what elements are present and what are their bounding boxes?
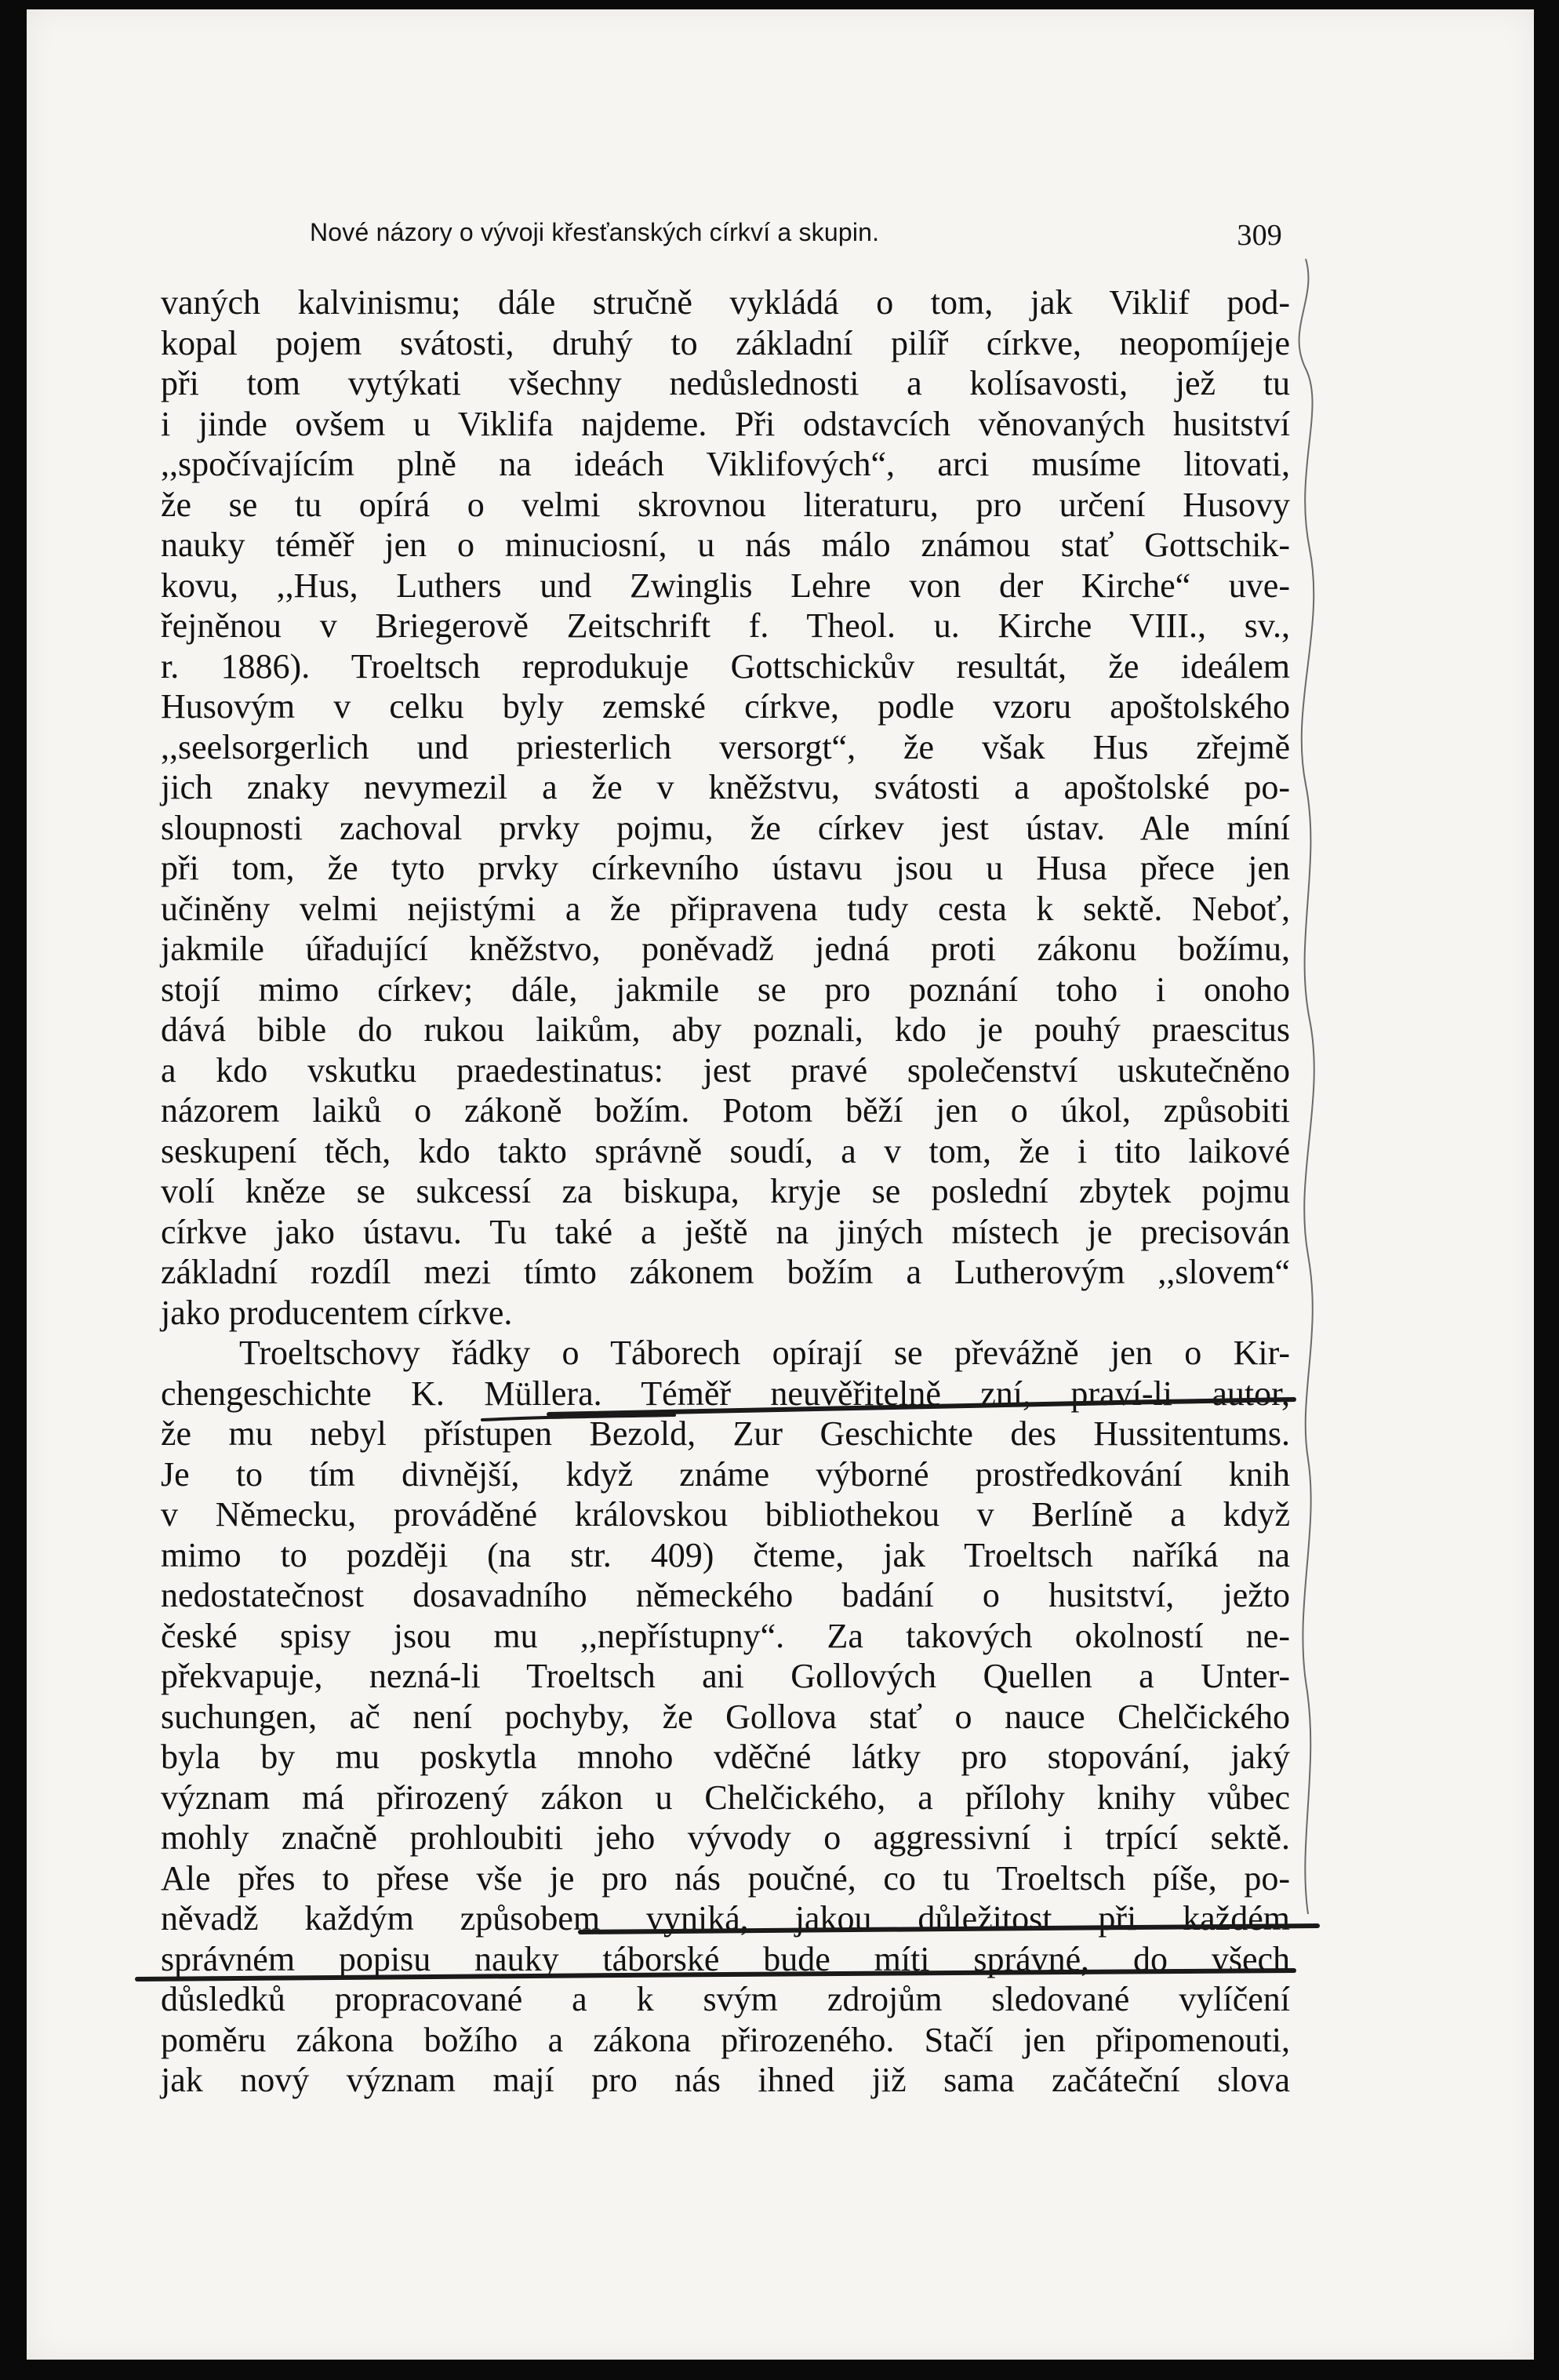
text-line: nedostatečnost dosavadního německého badání o husitství, ježto	[161, 1576, 1290, 1614]
text-line: mohly značně prohloubiti jeho vývody o aggressivní i trpící sektě.	[161, 1818, 1290, 1857]
text-line: ,,spočívajícím plně na ideách Viklifových“, arci musíme litovati,	[161, 445, 1290, 483]
text-line: učiněny velmi nejistými a že připravena tudy cesta k sektě. Neboť,	[161, 889, 1290, 928]
text-line: i jinde ovšem u Viklifa najdeme. Při odstavcích věnovaných husitství	[161, 404, 1290, 443]
text-line: důsledků propracované a k svým zdrojům sledované vylíčení	[161, 1980, 1290, 2018]
text-line: dává bible do rukou laikům, aby poznali, kdo je pouhý praescitus	[161, 1010, 1290, 1049]
text-line: české spisy jsou mu ,,nepřístupny“. Za takových okolností ne-	[161, 1616, 1290, 1655]
text-line: byla by mu poskytla mnoho vděčné látky pro stopování, jaký	[161, 1738, 1290, 1776]
text-line: sloupnosti zachoval prvky pojmu, že církev jest ústav. Ale míní	[161, 808, 1290, 847]
text-line: řejněnou v Briegerově Zeitschrift f. Theol. u. Kirche VIII., sv.,	[161, 606, 1290, 645]
text-line: r. 1886). Troeltsch reprodukuje Gottschickův resultát, že ideálem	[161, 646, 1290, 686]
text-line: vaných kalvinismu; dále stručně vykládá o tom, jak Viklif pod-	[161, 283, 1290, 322]
text-line: správném popisu nauky táborské bude míti správné, do všech	[161, 1939, 1290, 1978]
text-line: že mu nebyl přístupen Bezold, Zur Geschichte des Hussitentums.	[161, 1414, 1290, 1453]
text-line: chengeschichte K. Müllera. Téměř neuvěřitelně zní, praví-li autor,	[161, 1374, 1290, 1413]
header-title: Nové názory o vývoji křesťanských církví a skupin.	[310, 218, 880, 246]
running-header	[310, 218, 1282, 257]
text-line: že se tu opírá o velmi skrovnou literaturu, pro určení Husovy	[161, 485, 1290, 524]
text-line: překvapuje, nezná-li Troeltsch ani Gollových Quellen a Unter-	[161, 1657, 1290, 1695]
text-line: něvadž každým způsobem vyniká, jakou důležitost při každém	[161, 1899, 1290, 1938]
text-line: jakmile úřadující kněžstvo, poněvadž jedná proti zákonu božímu,	[161, 930, 1290, 968]
text-line: církve jako ústavu. Tu také a ještě na jiných místech je precisován	[161, 1212, 1290, 1251]
text-line: mimo to později (na str. 409) čteme, jak Troeltsch naříká na	[161, 1535, 1290, 1574]
text-line: kovu, ,,Hus, Luthers und Zwinglis Lehre von der Kirche“ uve-	[161, 566, 1290, 605]
text-line: Ale přes to přese vše je pro nás poučné, co tu Troeltsch píše, po-	[161, 1858, 1290, 1898]
text-line: volí kněze se sukcessí za biskupa, kryje se poslední zbytek pojmu	[161, 1172, 1290, 1210]
text-line: jako producentem církve.	[161, 1293, 513, 1332]
text-line: Troeltschovy řádky o Táborech opírají se převážně jen o Kir-	[239, 1334, 1290, 1372]
text-line: při tom vytýkati všechny nedůslednosti a kolísavosti, jež tu	[161, 364, 1290, 402]
text-line: a kdo vskutku praedestinatus: jest pravé společenství uskutečněno	[161, 1050, 1290, 1090]
text-line: základní rozdíl mezi tímto zákonem božím a Lutherovým ,,slovem“	[161, 1253, 1290, 1291]
text-line: názorem laiků o zákoně božím. Potom běží jen o úkol, způsobiti	[161, 1091, 1290, 1130]
text-line: suchungen, ač není pochyby, že Gollova stať o nauce Chelčického	[161, 1697, 1290, 1736]
text-line: kopal pojem svátosti, druhý to základní pilíř církve, neopomíjeje	[161, 323, 1290, 362]
text-line: ,,seelsorgerlich und priesterlich versorgt“, že však Hus zřejmě	[161, 727, 1290, 766]
text-line: význam má přirozený zákon u Chelčického, a přílohy knihy vůbec	[161, 1778, 1290, 1817]
text-line: Husovým v celku byly zemské církve, podle vzoru apoštolského	[161, 687, 1290, 726]
text-line: nauky téměř jen o minuciosní, u nás málo známou stať Gottschik-	[161, 526, 1290, 564]
text-line: seskupení těch, kdo takto správně soudí, a v tom, že i tito laikové	[161, 1131, 1290, 1170]
text-line: jich znaky nevymezil a že v kněžstvu, svátosti a apoštolské po-	[161, 768, 1290, 806]
text-line: jak nový význam mají pro nás ihned již sama začáteční slova	[161, 2061, 1290, 2099]
text-line: Je to tím divnější, když známe výborné prostředkování knih	[161, 1454, 1290, 1494]
text-line: stojí mimo církev; dále, jakmile se pro poznání toho i onoho	[161, 970, 1290, 1009]
page-number: 309	[1237, 219, 1282, 252]
body-text	[161, 282, 1290, 2101]
text-line: poměru zákona božího a zákona přirozeného. Stačí jen připomenouti,	[161, 2020, 1290, 2059]
text-line: při tom, že tyto prvky církevního ústavu jsou u Husa přece jen	[161, 849, 1290, 887]
text-line: v Německu, prováděné královskou bibliothekou v Berlíně a když	[161, 1495, 1290, 1534]
